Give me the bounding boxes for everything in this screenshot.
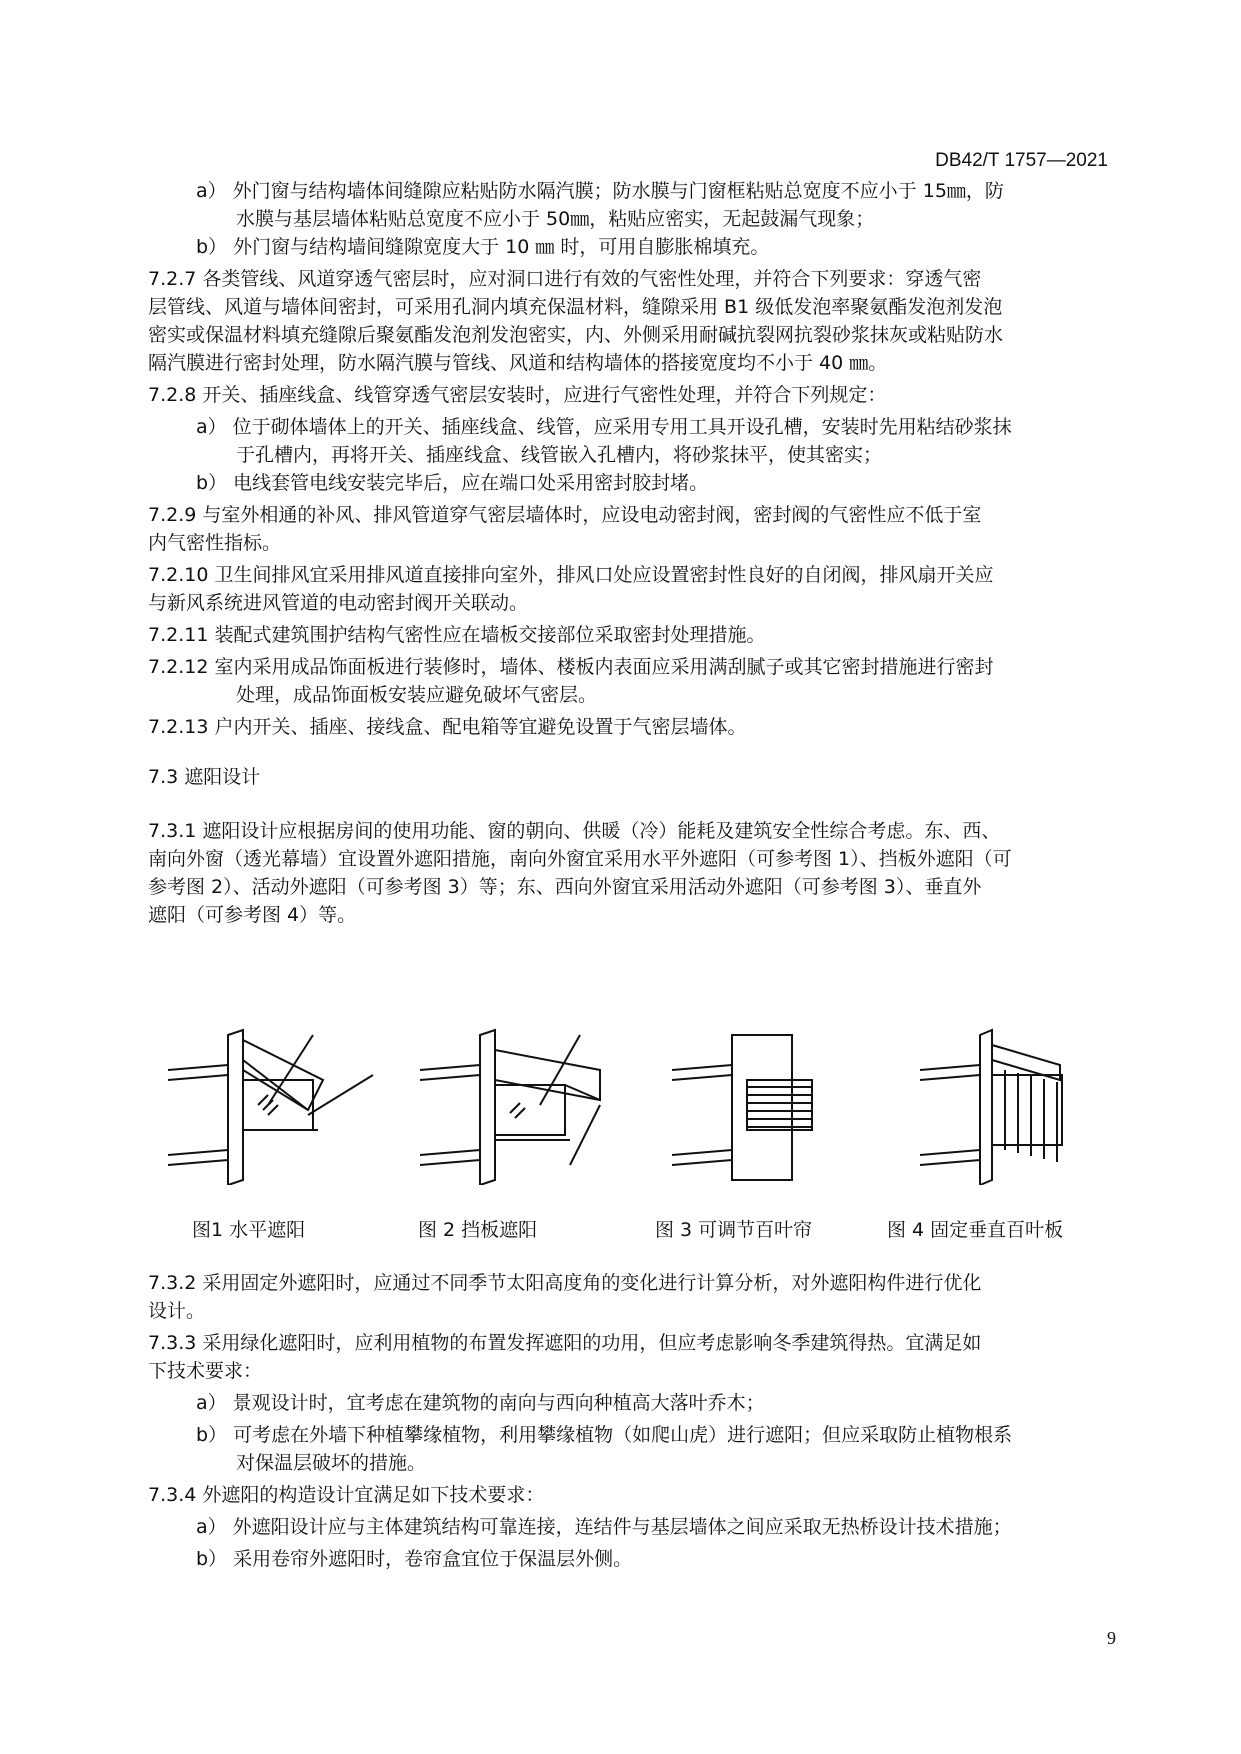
body-line: a） 景观设计时，宜考虑在建筑物的南向与西向种植高大落叶乔木；: [196, 1392, 765, 1414]
body-line: b） 外门窗与结构墙间缝隙宽度大于 10 ㎜ 时，可用自膨胀棉填充。: [196, 236, 770, 258]
page-number: 9: [1107, 1628, 1116, 1648]
body-line: 参考图 2）、活动外遮阳（可参考图 3）等；东、西向外窗宜采用活动外遮阳（可参考图 3）、垂直外: [148, 876, 982, 898]
body-line: 7.2.12 室内采用成品饰面板进行装修时，墙体、楼板内表面应采用满刮腻子或其它密封措施进行密封: [148, 656, 994, 678]
body-line: 对保温层破坏的措施。: [236, 1452, 427, 1474]
body-line: 7.2.7 各类管线、风道穿透气密层时，应对洞口进行有效的气密性处理，并符合下列要求：穿透气密: [148, 268, 982, 290]
body-line: 隔汽膜进行密封处理，防水隔汽膜与管线、风道和结构墙体的搭接宽度均不小于 40 ㎜。: [148, 352, 888, 374]
horizontal-shading-icon: [168, 1025, 388, 1185]
figure-caption: 图 2 挡板遮阳: [418, 1219, 538, 1241]
baffle-shading-icon: [420, 1025, 640, 1185]
body-line: 7.3.2 采用固定外遮阳时，应通过不同季节太阳高度角的变化进行计算分析，对外遮阳构件进行优化: [148, 1272, 982, 1294]
body-line: a） 位于砌体墙体上的开关、插座线盒、线管，应采用专用工具开设孔槽，安装时先用粘结砂浆抹: [196, 416, 1012, 438]
body-line: 7.3.3 采用绿化遮阳时，应利用植物的布置发挥遮阳的功用，但应考虑影响冬季建筑得热。宜满足如: [148, 1332, 982, 1354]
body-line: 于孔槽内，再将开关、插座线盒、线管嵌入孔槽内，将砂浆抹平，使其密实；: [236, 444, 883, 466]
body-line: 密实或保温材料填充缝隙后聚氨酯发泡剂发泡密实，内、外侧采用耐碱抗裂网抗裂砂浆抹灰或粘贴防水: [148, 324, 1004, 346]
body-line: 层管线、风道与墙体间密封，可采用孔洞内填充保温材料，缝隙采用 B1 级低发泡率聚氨酯发泡剂发泡: [148, 296, 1003, 318]
body-line: 7.2.10 卫生间排风宜采用排风道直接排向室外，排风口处应设置密封性良好的自闭阀，排风扇开关应: [148, 564, 994, 586]
body-line: 水膜与基层墙体粘贴总宽度不应小于 50㎜，粘贴应密实，无起鼓漏气现象；: [236, 208, 875, 230]
body-line: b） 可考虑在外墙下种植攀缘植物，利用攀缘植物（如爬山虎）进行遮阳；但应采取防止植物根系: [196, 1424, 1013, 1446]
body-line: 南向外窗（透光幕墙）宜设置外遮阳措施，南向外窗宜采用水平外遮阳（可参考图 1）、挡板外遮阳（可: [148, 848, 1012, 870]
body-line: 7.2.13 户内开关、插座、接线盒、配电箱等宜避免设置于气密层墙体。: [148, 716, 747, 738]
body-line: 7.3.1 遮阳设计应根据房间的使用功能、窗的朝向、供暖（冷）能耗及建筑安全性综合考虑。东、西、: [148, 820, 1001, 842]
body-line: 7.2.8 开关、插座线盒、线管穿透气密层安装时，应进行气密性处理，并符合下列规定：: [148, 384, 887, 406]
figure-caption: 图1 水平遮阳: [192, 1219, 306, 1241]
figure-caption: 图 4 固定垂直百叶板: [887, 1219, 1064, 1241]
doc-code: DB42/T 1757—2021: [935, 150, 1108, 171]
body-line: 内气密性指标。: [148, 532, 282, 554]
body-line: 7.2.9 与室外相通的补风、排风管道穿气密层墙体时，应设电动密封阀，密封阀的气密性应不低于室: [148, 504, 982, 526]
body-line: 设计。: [148, 1300, 206, 1322]
body-line: b） 采用卷帘外遮阳时，卷帘盒宜位于保温层外侧。: [196, 1548, 633, 1570]
body-line: b） 电线套管电线安装完毕后，应在端口处采用密封胶封堵。: [196, 472, 709, 494]
body-line: 下技术要求：: [148, 1360, 263, 1382]
body-line: 与新风系统进风管道的电动密封阀开关联动。: [148, 592, 529, 614]
figure-caption: 图 3 可调节百叶帘: [655, 1219, 813, 1241]
body-line: 7.3.4 外遮阳的构造设计宜满足如下技术要求：: [148, 1484, 545, 1506]
vertical-louver-icon: [920, 1025, 1140, 1185]
body-line: a） 外门窗与结构墙体间缝隙应粘贴防水隔汽膜；防水膜与门窗框粘贴总宽度不应小于 15㎜，防: [196, 180, 1004, 202]
body-line: 遮阳（可参考图 4）等。: [148, 904, 357, 926]
body-line: 处理，成品饰面板安装应避免破坏气密层。: [236, 684, 598, 706]
section-heading: 7.3 遮阳设计: [148, 766, 261, 788]
adjustable-louver-icon: [672, 1025, 892, 1185]
body-line: a） 外遮阳设计应与主体建筑结构可靠连接，连结件与基层墙体之间应采取无热桥设计技术措施；: [196, 1516, 1012, 1538]
body-line: 7.2.11 装配式建筑围护结构气密性应在墙板交接部位采取密封处理措施。: [148, 624, 766, 646]
